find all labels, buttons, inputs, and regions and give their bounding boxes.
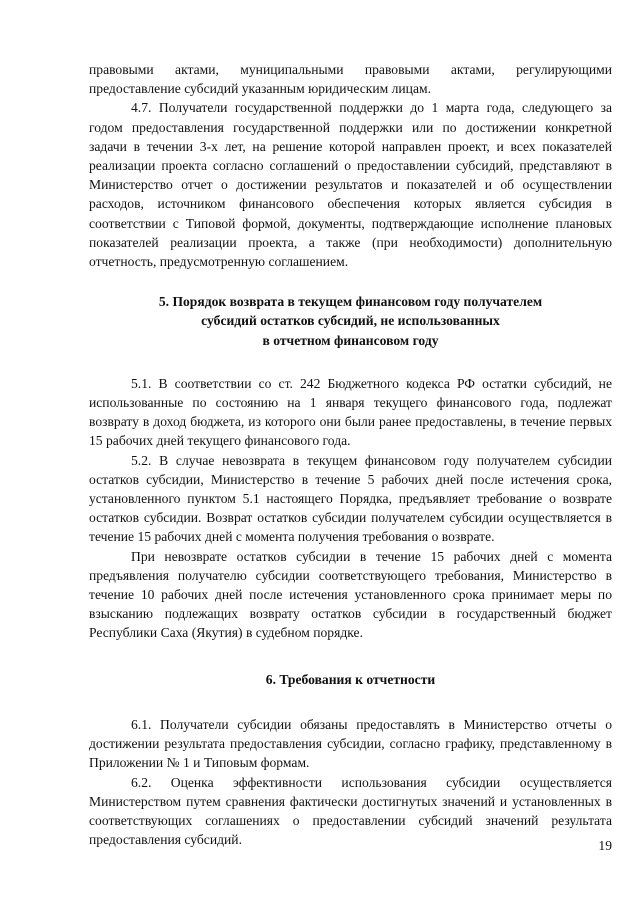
- page-number: 19: [598, 838, 612, 853]
- paragraph-5-3: При невозврате остатков субсидии в течение 15 рабочих дней с момента предъявления получателю субсидии соответствующего требования, Министерство в течение 10 рабочих дней после истечения установленного срока принимает меры по взысканию подлежащих возврату остатков субсидии в государственный бюджет Республики Саха (Якутия) в судебном порядке.: [89, 548, 612, 641]
- paragraph-6-2: 6.2. Оценка эффективности использования субсидии осуществляется Министерством путем сравнения фактически достигнутых значений и установленных в соответствующих соглашениях о предоставлении субсидий значений результата предоставления субсидий.: [89, 774, 612, 848]
- section-5-title-line-2: субсидий остатков субсидий, не использованных: [201, 313, 500, 329]
- section-5-title-line-1: 5. Порядок возврата в текущем финансовом году получателем: [158, 294, 543, 310]
- paragraph-5-1: 5.1. В соответствии со ст. 242 Бюджетного кодекса РФ остатки субсидий, не использованные по состоянию на 1 января текущего финансового года, подлежат возврату в доход бюджета, из которого они были ранее предоставлены, в течение первых 15 рабочих дней текущего финансового года.: [89, 375, 612, 449]
- intro-continuation-paragraph: правовыми актами, муниципальными правовыми актами, регулирующими предоставление субсидий указанным юридическим лицам.: [89, 62, 612, 97]
- section-5-title: [89, 292, 612, 350]
- section-5-title-line-3: в отчетном финансовом году: [262, 332, 439, 348]
- paragraph-4-7: 4.7. Получатели государственной поддержки до 1 марта года, следующего за годом предоставления государственной поддержки или по достижении конкретной задачи в течении 3-х лет, на решение которой направлен проект, и всех показателей реализации проекта согласно соглашений о предоставлении субсидий, представляют в Министерство отчет о достижении результатов и показателей и об осуществлении расходов, источником финансового обеспечения которых является субсидия в соответствии с Типовой формой, документы, подтверждающие исполнение плановых показателей реализации проекта, а также (при необходимости) дополнительную отчетность, предусмотренную соглашением.: [89, 100, 612, 270]
- paragraph-6-1: 6.1. Получатели субсидии обязаны предоставлять в Министерство отчеты о достижении результата предоставления субсидии, согласно графику, представленному в Приложении № 1 и Типовым формам.: [89, 716, 612, 771]
- paragraph-5-2: 5.2. В случае невозврата в текущем финансовом году получателем субсидии остатков субсидии, Министерство в течение 5 рабочих дней после истечения срока, установленного пунктом 5.1 настоящего Порядка, предъявляет требование о возврате остатков субсидии. Возврат остатков субсидии получателем субсидии осуществляется в течение 15 рабочих дней с момента получения требования о возврате.: [89, 452, 612, 545]
- page-content: [89, 60, 612, 849]
- section-6-title: 6. Требования к отчетности: [265, 671, 436, 687]
